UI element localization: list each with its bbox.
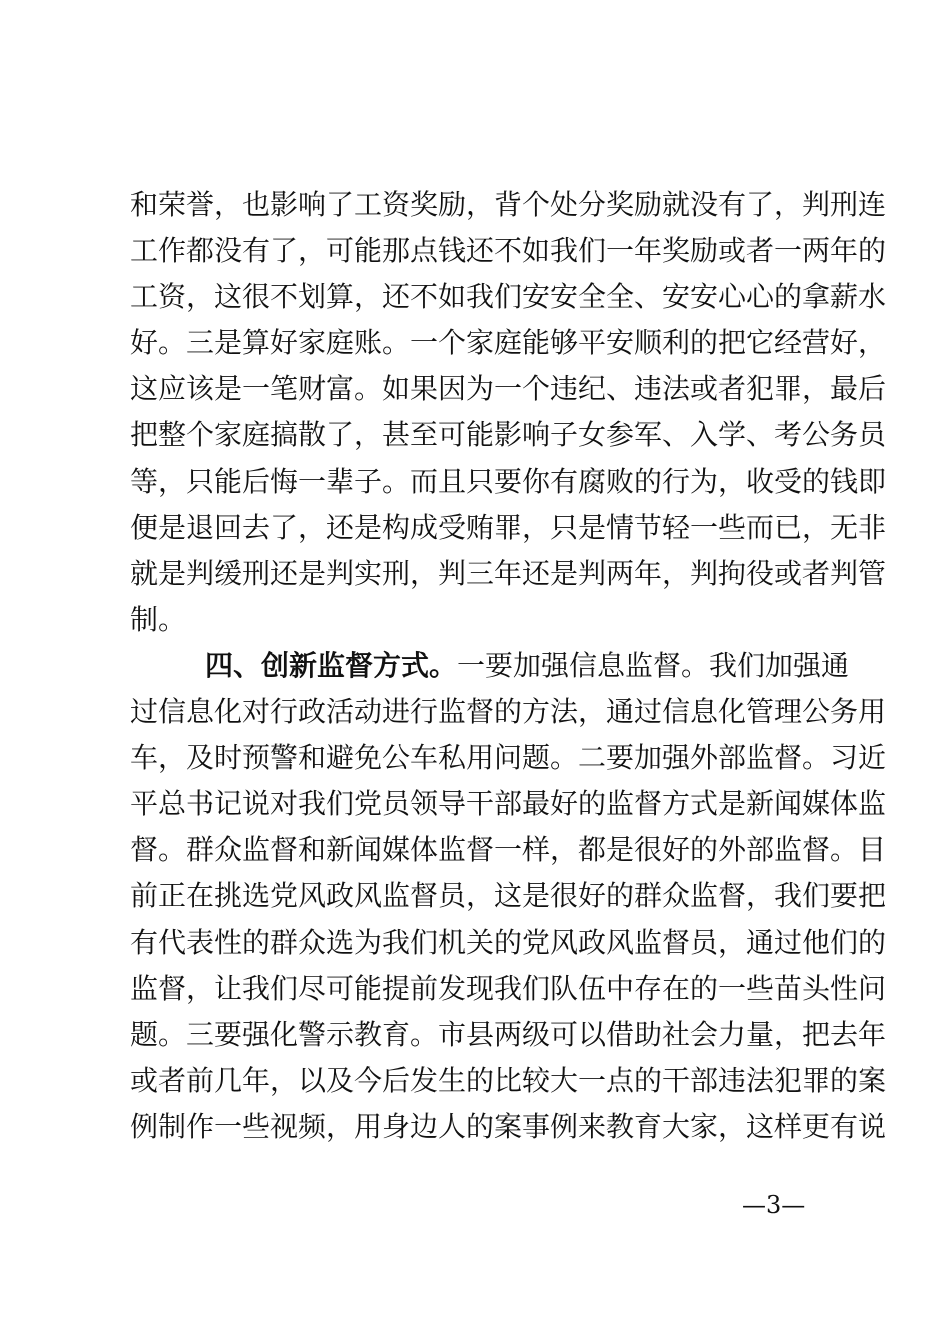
text-line: 题。三要强化警示教育。市县两级可以借助社会力量，把去年 [130, 1017, 887, 1051]
text-line: 或者前几年，以及今后发生的比较大一点的干部违法犯罪的案 [130, 1063, 887, 1097]
text-line: 把整个家庭搞散了，甚至可能影响子女参军、入学、考公务员 [130, 418, 887, 452]
paragraph-1 [130, 182, 887, 643]
text-line: 车，及时预警和避免公车私用问题。二要加强外部监督。习近 [130, 741, 887, 775]
text-line: 有代表性的群众选为我们机关的党风政风监督员，通过他们的 [130, 925, 887, 959]
text-line: 就是判缓刑还是判实刑，判三年还是判两年，判拘役或者判管 [130, 556, 887, 590]
text-line: 监督，让我们尽可能提前发现我们队伍中存在的一些苗头性问 [130, 971, 887, 1005]
text-span: 一要加强信息监督。我们加强通 [457, 648, 850, 682]
text-line: 督。群众监督和新闻媒体监督一样，都是很好的外部监督。目 [130, 833, 887, 867]
text-line: 前正在挑选党风政风监督员，这是很好的群众监督，我们要把 [130, 879, 887, 913]
text-line: 这应该是一笔财富。如果因为一个违纪、违法或者犯罪，最后 [130, 372, 887, 406]
text-line: 平总书记说对我们党员领导干部最好的监督方式是新闻媒体监 [130, 787, 887, 821]
text-line: 便是退回去了，还是构成受贿罪，只是情节轻一些而已，无非 [130, 510, 887, 544]
text-line: 好。三是算好家庭账。一个家庭能够平安顺利的把它经营好， [130, 326, 887, 360]
text-line: 工资，这很不划算，还不如我们安安全全、安安心心的拿薪水 [130, 280, 887, 314]
section-heading: 四、创新监督方式。 [205, 648, 458, 682]
text-line: 例制作一些视频，用身边人的案事例来教育大家，这样更有说 [130, 1109, 887, 1143]
page-number: —3— [742, 1191, 806, 1219]
text-line: 过信息化对行政活动进行监督的方法，通过信息化管理公务用 [130, 695, 887, 729]
document-body [130, 182, 887, 1150]
text-line-first [130, 643, 850, 689]
text-line: 工作都没有了，可能那点钱还不如我们一年奖励或者一两年的 [130, 234, 887, 268]
text-line: 制。 [130, 602, 187, 636]
paragraph-2 [130, 643, 887, 1150]
text-line: 和荣誉，也影响了工资奖励，背个处分奖励就没有了，判刑连 [130, 188, 887, 221]
text-line: 等，只能后悔一辈子。而且只要你有腐败的行为，收受的钱即 [130, 464, 887, 498]
